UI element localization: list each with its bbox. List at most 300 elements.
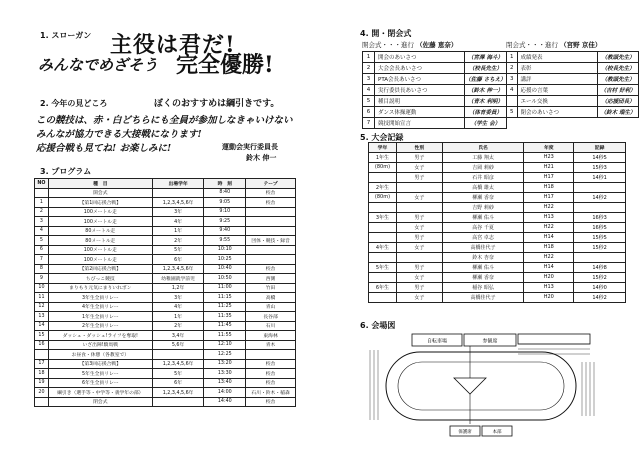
program-cell [152,188,204,198]
records-cell [574,202,626,212]
closing-host: （宮野 京佳） [560,41,602,49]
opening-cell: 2 [363,63,375,74]
venue-label-guardian: 保護席 [458,430,472,435]
records-cell: 6年生 [369,282,397,292]
program-header-no: NO [35,179,49,189]
records-row [369,292,626,302]
program-cell: 1年 [152,226,204,236]
program-cell: 14:00 [204,388,246,398]
records-header-record: 記録 [574,143,626,153]
opening-cell: （宮澤 海斗） [465,52,507,63]
program-cell: ダッシュ・ダッシュ!ライフを奪取! [48,331,152,341]
opening-cell: 3 [363,74,375,85]
opening-cell: 5 [363,96,375,107]
opening-header: 開会式・・・進行 [362,41,414,49]
program-cell: 閉会式 [48,397,152,407]
program-cell: 17 [35,359,49,369]
opening-cell: 実行委員長あいさつ [375,85,465,96]
program-row [35,283,296,293]
records-cell: 16秒5 [574,222,626,232]
closing-row [507,74,639,85]
opening-cell: （青木 利明） [465,96,507,107]
records-cell [574,252,626,262]
program-cell: 校舎 [246,397,296,407]
records-cell: H20 [524,292,574,302]
closing-ceremony [506,40,639,118]
program-cell [152,397,204,407]
program-cell: お昼食・休憩（各教室で） [48,350,152,360]
opening-cell: 7 [363,118,375,129]
records-cell [574,182,626,192]
section-venue-title: 6. 会場図 [360,321,396,330]
records-cell: 高橋佳代子 [442,242,524,252]
records-cell [369,292,397,302]
program-row [35,255,296,265]
records-cell [369,232,397,242]
program-header-time: 時 刻 [204,179,246,189]
records-cell: 14秒0 [574,282,626,292]
records-cell: H18 [524,182,574,192]
program-row [35,340,296,350]
records-cell: H13 [524,212,574,222]
program-cell: 2年 [152,321,204,331]
program-cell: 100メートル走 [48,217,152,227]
program-cell: 校舎 [246,188,296,198]
program-cell: 16 [35,340,49,350]
program-cell: 10:10 [204,245,246,255]
records-cell: 稲谷 昭弘 [442,282,524,292]
records-row [369,282,626,292]
opening-row [363,63,507,74]
slogan-line3: 完全優勝! [176,52,274,78]
records-cell [369,172,397,182]
program-row [35,369,296,379]
records-row [369,182,626,192]
closing-cell: （校長先生） [598,63,639,74]
program-cell: 3 [35,217,49,227]
program-cell [152,350,204,360]
records-row [369,232,626,242]
records-cell: 14秒2 [574,192,626,202]
venue-stands-right [582,362,594,416]
opening-cell: 開会のあいさつ [375,52,465,63]
records-cell: 14秒8 [574,262,626,272]
opening-cell: 大会会長あいさつ [375,63,465,74]
records-cell: 男子 [396,262,442,272]
venue-label-hq: 本部 [492,430,502,435]
program-cell: 1年 [152,312,204,322]
program-cell: 6年生全員リレー [48,378,152,388]
records-row [369,172,626,182]
program-cell: 12:25 [204,350,246,360]
opening-cell: （佐藤 さちえ） [465,74,507,85]
program-cell: 9:25 [204,217,246,227]
opening-cell: ダンス体操運動 [375,107,465,118]
records-cell: 高谷 千夏 [442,222,524,232]
program-cell: 4 [35,226,49,236]
opening-cell: 6 [363,107,375,118]
records-cell [369,202,397,212]
program-cell: 9 [35,274,49,284]
opening-row [363,107,507,118]
signature-role: 運動会実行委員長 [222,142,278,151]
program-row [35,217,296,227]
program-cell: 13 [35,312,49,322]
program-cell [246,245,296,255]
program-cell: 校舎 [246,198,296,208]
records-cell: 14秒2 [574,292,626,302]
closing-cell: 応援の言葉 [517,85,598,96]
program-cell: 10:40 [204,264,246,274]
records-cell: 2年生 [369,182,397,192]
venue-label-bicycle: 自転車場 [426,338,448,345]
records-cell: H18 [524,242,574,252]
records-cell [396,252,442,262]
opening-ceremony [362,40,507,129]
program-cell: 18 [35,369,49,379]
program-cell: 校舎 [246,369,296,379]
records-row [369,202,626,212]
opening-cell: （学生 会） [465,118,507,129]
opening-cell: （体育委員） [465,107,507,118]
records-cell: 女子 [396,162,442,172]
opening-row [363,74,507,85]
program-cell: 石川・鈴木・稲森 [246,388,296,398]
program-cell: いざ出陣!騎馬戦 [48,340,152,350]
closing-cell [507,96,518,107]
records-cell: 柳瀬 佑斗 [442,262,524,272]
program-cell: 14 [35,321,49,331]
program-table [34,178,296,407]
section-ceremony-title: 4. 開・閉会式 [360,29,412,38]
program-cell: 12 [35,302,49,312]
program-cell [246,217,296,227]
opening-row [363,96,507,107]
section-program-title: 3. プログラム [40,167,92,176]
records-cell: 1年生 [369,152,397,162]
program-row [35,388,296,398]
program-cell: 長谷部 [246,312,296,322]
opening-cell: 1 [363,52,375,63]
program-cell: 11:15 [204,293,246,303]
records-cell: 16秒3 [574,212,626,222]
opening-row [363,85,507,96]
program-cell: 80メートル走 [48,226,152,236]
program-cell: 1 [35,198,49,208]
program-cell: 高橋 [246,293,296,303]
closing-row [507,63,639,74]
program-row [35,331,296,341]
records-cell: 男子 [396,212,442,222]
program-cell [246,255,296,265]
program-cell: 1,2年 [152,283,204,293]
program-cell: 10:50 [204,274,246,284]
program-cell: 青木 [246,340,296,350]
program-cell [35,350,49,360]
program-cell: 13:20 [204,359,246,369]
program-cell: 校舎 [246,378,296,388]
records-cell: 高橋佳代子 [442,292,524,302]
highlight-line-1: この競技は、赤・白どちらにも全員が参加しなきゃいけない [36,115,293,126]
records-cell: 男子 [396,232,442,242]
program-row [35,397,296,407]
records-cell: 高宮 卓志 [442,232,524,242]
records-row [369,162,626,172]
program-header-tape: テープ [246,179,296,189]
program-cell: 6 [35,245,49,255]
program-cell: 1,2,3,4,5,6年 [152,359,204,369]
records-cell: H22 [524,202,574,212]
program-cell [246,350,296,360]
program-cell: 幼稚園就学前児 [152,274,204,284]
program-row [35,293,296,303]
records-cell: 柳瀬 香奈 [442,192,524,202]
program-cell: 校舎 [246,359,296,369]
closing-row [507,85,639,96]
program-cell: ちびっこ競技 [48,274,152,284]
records-cell: 15秒2 [574,242,626,252]
closing-table [506,51,639,118]
program-row [35,302,296,312]
records-row [369,242,626,252]
program-cell: 西側 [246,274,296,284]
program-cell: 1,2,3,4,5,6年 [152,264,204,274]
records-cell: 男子 [396,282,442,292]
records-cell: 鈴木 杏奈 [442,252,524,262]
opening-cell: （鈴木 伸一） [465,85,507,96]
venue-track-inner [398,362,564,410]
program-cell: 6年 [152,255,204,265]
program-cell: 【第1回応援合戦】 [48,198,152,208]
program-cell: 100メートル走 [48,207,152,217]
records-cell: 4年生 [369,242,397,252]
records-header-grade: 学年 [369,143,397,153]
program-cell: 100メートル走 [48,255,152,265]
records-cell [369,222,397,232]
records-row [369,252,626,262]
program-row [35,198,296,208]
records-header-gender: 性別 [396,143,442,153]
program-cell: 3,4年 [152,331,204,341]
program-cell: 11:25 [204,302,246,312]
program-cell: 2年 [152,236,204,246]
program-cell [246,226,296,236]
records-cell: 15秒5 [574,232,626,242]
records-row [369,272,626,282]
program-cell: 綱引き（選手等・中学等・義学年の部） [48,388,152,398]
records-cell: 工藤 翔太 [442,152,524,162]
records-cell: 高橋 雄太 [442,182,524,192]
program-row [35,188,296,198]
records-cell [369,272,397,282]
opening-row [363,52,507,63]
records-cell: 女子 [396,292,442,302]
program-row [35,321,296,331]
records-cell: 5年生 [369,262,397,272]
program-cell: 11:55 [204,331,246,341]
program-cell: 竹田 [246,283,296,293]
opening-cell: 種目説明 [375,96,465,107]
signature-name: 鈴木 伸一 [246,153,277,162]
program-cell [246,207,296,217]
program-cell: 2 [35,207,49,217]
closing-cell: 成績発表 [517,52,598,63]
opening-host: （佐藤 恵奈） [416,41,458,49]
closing-row [507,52,639,63]
closing-cell: 4 [507,85,518,96]
closing-header-row [506,40,639,49]
closing-cell: 5 [507,107,518,118]
program-row [35,236,296,246]
program-cell: 1,2,3,4,5,6年 [152,388,204,398]
highlight-line-3: 応援合戦も見てね! お楽しみに! [36,143,172,154]
records-cell: (80m) [369,192,397,202]
records-cell: H20 [524,272,574,282]
records-row [369,212,626,222]
venue-label-visitor: 参観席 [482,338,498,345]
program-header-row [35,179,296,189]
program-row [35,245,296,255]
section-slogan-title: 1. スローガン [40,31,92,40]
program-cell: 9:55 [204,236,246,246]
program-cell: 東海林 [246,331,296,341]
program-cell: 15 [35,331,49,341]
closing-cell: （応援団長） [598,96,639,107]
program-cell: 校舎 [246,264,296,274]
closing-row [507,96,639,107]
opening-table [362,51,507,129]
records-header-row [369,143,626,153]
closing-header: 閉会式・・・進行 [506,41,558,49]
opening-header-row [362,40,507,49]
program-cell: 団体・競技・録音 [246,236,296,246]
closing-row [507,107,639,118]
program-cell: 3年生全員リレー [48,293,152,303]
program-row [35,359,296,369]
records-header-name: 氏名 [442,143,524,153]
program-cell: まりもり元気にまりいれボン [48,283,152,293]
program-cell: 青山 [246,302,296,312]
program-cell: 11:35 [204,312,246,322]
opening-cell: 競技開始宣言 [375,118,465,129]
records-cell: 吉岡 莉紗 [442,162,524,172]
venue-stands-left [370,350,378,420]
records-cell: 女子 [396,222,442,232]
opening-cell: 4 [363,85,375,96]
program-cell: 9:05 [204,198,246,208]
program-cell: 13:30 [204,369,246,379]
program-cell: 4年 [152,302,204,312]
section-records-title: 5. 大会記録 [360,133,404,142]
program-row [35,274,296,284]
program-cell: 9:10 [204,207,246,217]
program-cell: 2年生全員リレー [48,321,152,331]
closing-cell: 閉会のあいさつ [517,107,598,118]
records-table [368,142,626,303]
program-cell: 5,6年 [152,340,204,350]
program-cell: 3年 [152,293,204,303]
program-cell: 80メートル走 [48,236,152,246]
records-row [369,152,626,162]
slogan-line2: みんなでめざそう [38,56,159,74]
venue-center-mark [454,378,486,394]
slogan-line1: 主役は君だ! [110,32,236,58]
program-cell: 5 [35,236,49,246]
records-cell: 吉野 莉紗 [442,202,524,212]
section-highlight-title: 2. 今年の見どころ [40,99,108,108]
records-cell: 男子 [396,172,442,182]
program-row [35,350,296,360]
closing-cell: エール交換 [517,96,598,107]
program-cell: 3年 [152,207,204,217]
records-cell: 15秒3 [574,162,626,172]
program-cell: 5年 [152,369,204,379]
opening-cell: （校長先生） [465,63,507,74]
program-cell: 14:40 [204,397,246,407]
program-row [35,207,296,217]
records-cell: H14 [524,262,574,272]
closing-cell: （鈴木 瑠生） [598,107,639,118]
venue-map [368,328,600,440]
records-row [369,222,626,232]
program-cell: 19 [35,378,49,388]
records-cell: H22 [524,222,574,232]
program-row [35,378,296,388]
records-cell: H17 [524,172,574,182]
records-cell: H14 [524,232,574,242]
records-cell: 3年生 [369,212,397,222]
program-cell: 4年 [152,217,204,227]
closing-cell: 3 [507,74,518,85]
program-cell: 5年 [152,245,204,255]
program-cell: 石川 [246,321,296,331]
records-cell: H13 [524,282,574,292]
program-cell: 開会式 [48,188,152,198]
program-cell: 7 [35,255,49,265]
venue-box-right [518,334,590,344]
program-cell: 8:40 [204,188,246,198]
opening-row [363,118,507,129]
records-cell: 女子 [396,272,442,282]
records-cell: H17 [524,192,574,202]
records-cell: 14秒1 [574,172,626,182]
records-cell: 女子 [396,192,442,202]
closing-cell: 2 [507,63,518,74]
program-cell: 100メートル走 [48,245,152,255]
program-cell: 8 [35,264,49,274]
program-cell: 1年生全員リレー [48,312,152,322]
program-cell: 10 [35,283,49,293]
closing-cell: （吉村 好利） [598,85,639,96]
program-cell: 11:45 [204,321,246,331]
records-row [369,192,626,202]
records-cell: H23 [524,152,574,162]
program-row [35,264,296,274]
records-cell [396,202,442,212]
opening-cell: PTA会長あいさつ [375,74,465,85]
records-cell [396,182,442,192]
closing-cell: （教頭先生） [598,52,639,63]
program-cell [35,397,49,407]
program-header-grade: 出場学年 [152,179,204,189]
program-row [35,312,296,322]
records-cell: 石井 昭彦 [442,172,524,182]
program-cell: 4年生全員リレー [48,302,152,312]
program-cell: 11 [35,293,49,303]
program-cell [35,188,49,198]
program-cell: 12:10 [204,340,246,350]
program-cell: 【第2回応援合戦】 [48,264,152,274]
